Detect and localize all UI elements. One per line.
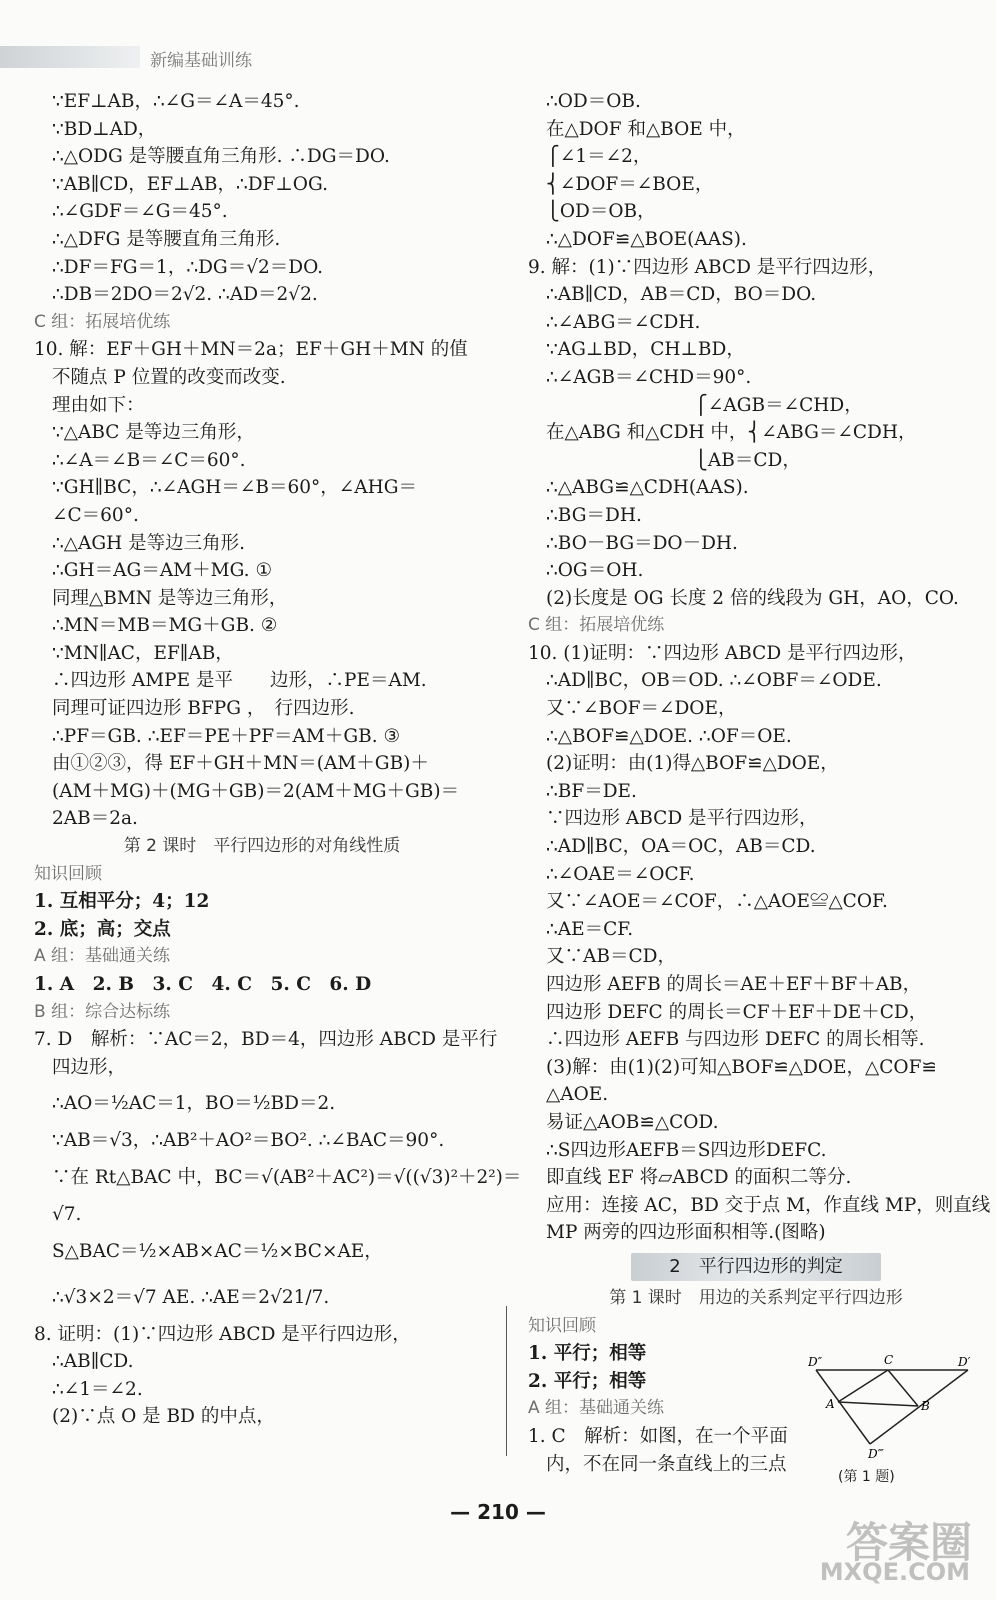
section-heading: 知识回顾 <box>34 863 102 884</box>
text-line: (AM＋MG)＋(MG＋GB)＝2(AM＋MG＋GB)＝ <box>52 780 460 802</box>
text-line: ∵GH∥BC，∴∠AGH＝∠B＝60°，∠AHG＝ <box>52 477 418 499</box>
label-d3: D‴ <box>868 1447 884 1461</box>
text-line: ∴OD＝OB. <box>546 91 641 112</box>
text-line: ∴△ODG 是等腰直角三角形. ∴DG＝DO. <box>52 146 390 168</box>
text-line: 又∵AB＝CD， <box>546 946 676 968</box>
text-line: ∴AB∥CD. <box>52 1351 134 1373</box>
text-line: 由①②③，得 EF＋GH＋MN＝(AM＋GB)＋ <box>52 753 429 775</box>
text-line: ∴△BOF≌△DOE. ∴OF＝OE. <box>546 725 792 747</box>
page-header <box>0 40 600 72</box>
text-line: 不随点 P 位置的改变而改变. <box>52 366 286 388</box>
text-line: ∵AB∥CD，EF⊥AB，∴DF⊥OG. <box>52 173 328 195</box>
text-line: ∴△DFG 是等腰直角三角形. <box>52 228 281 250</box>
text-line: △AOE. <box>546 1084 609 1106</box>
parallelogram-figure <box>808 1352 978 1462</box>
text-line: S△BAC＝½×AB×AC＝½×BC×AE， <box>52 1240 383 1262</box>
text-line: 1. C 解析：如图，在一个平面 <box>528 1425 788 1447</box>
text-line: ⎩OD＝OB， <box>546 201 656 223</box>
text-line: ∴四边形 AEFB 与四边形 DEFC 的周长相等. <box>546 1029 925 1051</box>
text-line: ∵EF⊥AB，∴∠G＝∠A＝45°. <box>52 91 300 112</box>
text-line: 同理△BMN 是等边三角形， <box>52 587 288 609</box>
text-line: ∵四边形 ABCD 是平行四边形， <box>546 808 818 830</box>
text-line: 在△DOF 和△BOE 中， <box>546 118 746 140</box>
text-line: ∴△DOF≌△BOE(AAS). <box>546 228 747 250</box>
text-line: ∴△AGH 是等边三角形. <box>52 532 246 554</box>
label-d1: D′ <box>958 1355 971 1369</box>
text-line: ∴∠ABG＝∠CDH. <box>546 311 701 333</box>
text-line: 2. 底；高；交点 <box>34 918 171 940</box>
text-line: ∴四边形 AMPE 是平 边形，∴PE＝AM. <box>52 670 427 692</box>
text-line: ∵BD⊥AD， <box>52 118 157 140</box>
right-column <box>528 88 991 1478</box>
section-heading: C 组：拓展培优练 <box>528 615 665 636</box>
lesson-title: 第 2 课时 平行四边形的对角线性质 <box>123 836 401 857</box>
column-divider <box>506 1306 507 1456</box>
text-line: (2)长度是 OG 长度 2 倍的线段为 GH，AO，CO. <box>546 587 959 609</box>
text-line: ∴√3×2＝√7 AE. ∴AE＝2√21/7. <box>52 1286 330 1308</box>
text-line: (2)证明：由(1)得△BOF≌△DOE， <box>546 753 839 775</box>
section-heading: B 组：综合达标练 <box>34 1001 171 1022</box>
watermark-site: MXQE.COM <box>819 1558 970 1586</box>
text-line: 8. 证明：(1)∵四边形 ABCD 是平行四边形， <box>34 1323 411 1345</box>
text-line: 7. D 解析：∵AC＝2，BD＝4，四边形 ABCD 是平行 <box>34 1029 498 1051</box>
text-line: 应用：连接 AC，BD 交于点 M，作直线 MP，则直线 <box>546 1194 991 1216</box>
text-line: ∴AD∥BC，OB＝OD. ∴∠OBF＝∠ODE. <box>546 670 882 692</box>
text-line: ∠C＝60°. <box>52 504 139 526</box>
text-line: ∴AB∥CD，AB＝CD，BO＝DO. <box>546 284 817 306</box>
text-line: 四边形 AEFB 的周长＝AE＋EF＋BF＋AB， <box>546 974 922 995</box>
text-line: (2)∵点 O 是 BD 的中点， <box>52 1406 275 1428</box>
text-line: 四边形， <box>52 1056 127 1078</box>
text-line: ∵△ABC 是等边三角形， <box>52 422 255 444</box>
text-line: ∴OG＝OH. <box>546 560 644 582</box>
label-a: A <box>826 1397 835 1411</box>
text-line: ∴AO＝½AC＝1，BO＝½BD＝2. <box>52 1093 336 1115</box>
text-line: ⎧∠AGB＝∠CHD， <box>546 394 863 416</box>
section-heading: A 组：基础通关练 <box>34 946 171 967</box>
header-band <box>0 46 140 68</box>
text-line: ∵MN∥AC，EF∥AB， <box>52 642 234 664</box>
text-line: ⎩AB＝CD， <box>546 449 801 471</box>
text-line: 10. 解：EF＋GH＋MN＝2a；EF＋GH＋MN 的值 <box>34 339 468 361</box>
text-line: 易证△AOB≌△COD. <box>546 1111 719 1133</box>
left-column <box>34 88 522 1431</box>
text-line: MP 两旁的四边形面积相等.(图略) <box>546 1222 826 1244</box>
text-line: (3)解：由(1)(2)可知△BOF≌△DOE，△COF≌ <box>546 1056 937 1078</box>
text-line: ∴∠A＝∠B＝∠C＝60°. <box>52 449 246 471</box>
text-line: ∴AE＝CF. <box>546 918 634 940</box>
text-line: ∵AB＝√3，∴AB²＋AO²＝BO². ∴∠BAC＝90°. <box>52 1130 445 1152</box>
text-line: 四边形 DEFC 的周长＝CF＋EF＋DE＋CD， <box>546 1001 928 1023</box>
text-line: 1. 平行；相等 <box>528 1343 647 1365</box>
text-line: 1. 互相平分；4；12 <box>34 891 210 913</box>
text-line: ∴BG＝DH. <box>546 504 642 526</box>
text-line: ∴∠GDF＝∠G＝45°. <box>52 201 228 223</box>
text-line: ∴△ABG≌△CDH(AAS). <box>546 477 749 499</box>
text-line: 10. (1)证明：∵四边形 ABCD 是平行四边形， <box>528 642 917 664</box>
section-heading: A 组：基础通关练 <box>528 1398 665 1419</box>
figure-caption: (第 1 题) <box>838 1469 895 1485</box>
text-line: ∴DF＝FG＝1，∴DG＝√2＝DO. <box>52 256 324 278</box>
page-number: — 210 — <box>450 1500 546 1524</box>
text-line: ∴BF＝DE. <box>546 780 637 802</box>
text-line: √7. <box>52 1203 82 1225</box>
text-line: ∴∠AGB＝∠CHD＝90°. <box>546 366 752 388</box>
text-line: ∴PF＝GB. ∴EF＝PE＋PF＝AM＋GB. ③ <box>52 725 401 747</box>
label-d2: D″ <box>808 1355 823 1369</box>
watermark <box>792 1510 982 1590</box>
section-heading: 知识回顾 <box>528 1315 596 1336</box>
text-line: 1. A 2. B 3. C 4. C 5. C 6. D <box>34 974 372 995</box>
lesson-title: 第 1 课时 用边的关系判定平行四边形 <box>609 1287 903 1308</box>
series-title: 新编基础训练 <box>150 51 252 71</box>
text-line: ∴∠OAE＝∠OCF. <box>546 863 695 885</box>
text-line: 理由如下： <box>52 394 145 416</box>
section-heading: C 组：拓展培优练 <box>34 311 171 332</box>
label-c: C <box>884 1353 894 1367</box>
text-line: ∴GH＝AG＝AM＋MG. ① <box>52 560 273 582</box>
text-line: ∴MN＝MB＝MG＋GB. ② <box>52 615 278 637</box>
text-line: ∵在 Rt△BAC 中，BC＝√(AB²＋AC²)＝√((√3)²＋2²)＝ <box>52 1166 522 1188</box>
text-line: 又∵∠BOF＝∠DOE， <box>546 698 737 720</box>
text-line: 2AB＝2a. <box>52 808 138 830</box>
text-line: ∴AD∥BC，OA＝OC，AB＝CD. <box>546 836 816 858</box>
text-line: 在△ABG 和△CDH 中，⎨∠ABG＝∠CDH， <box>546 422 917 444</box>
text-line: ∴DB＝2DO＝2√2. ∴AD＝2√2. <box>52 284 318 306</box>
text-line: ∴S四边形AEFB＝S四边形DEFC. <box>546 1139 827 1161</box>
text-line: ⎧∠1＝∠2， <box>546 146 652 168</box>
text-line: ⎨∠DOF＝∠BOE， <box>546 173 714 195</box>
text-line: ∴BO－BG＝DO－DH. <box>546 532 738 554</box>
chapter-banner: 2 平行四边形的判定 <box>631 1253 881 1281</box>
text-line: 同理可证四边形 BFPG ， 行四边形. <box>52 698 355 720</box>
text-line: 9. 解：(1)∵四边形 ABCD 是平行四边形， <box>528 256 887 278</box>
text-line: 2. 平行；相等 <box>528 1370 647 1392</box>
text-line: 又∵∠AOE＝∠COF，∴△AOE≌△COF. <box>546 891 888 913</box>
text-line: 即直线 EF 将▱ABCD 的面积二等分. <box>546 1167 852 1189</box>
text-line: 内，不在同一条直线上的三点 <box>546 1453 787 1475</box>
watermark-main: 答案圈 <box>845 1518 972 1567</box>
text-line: ∴∠1＝∠2. <box>52 1378 143 1400</box>
label-b: B <box>921 1399 930 1413</box>
text-line: ∵AG⊥BD，CH⊥BD， <box>546 339 745 361</box>
